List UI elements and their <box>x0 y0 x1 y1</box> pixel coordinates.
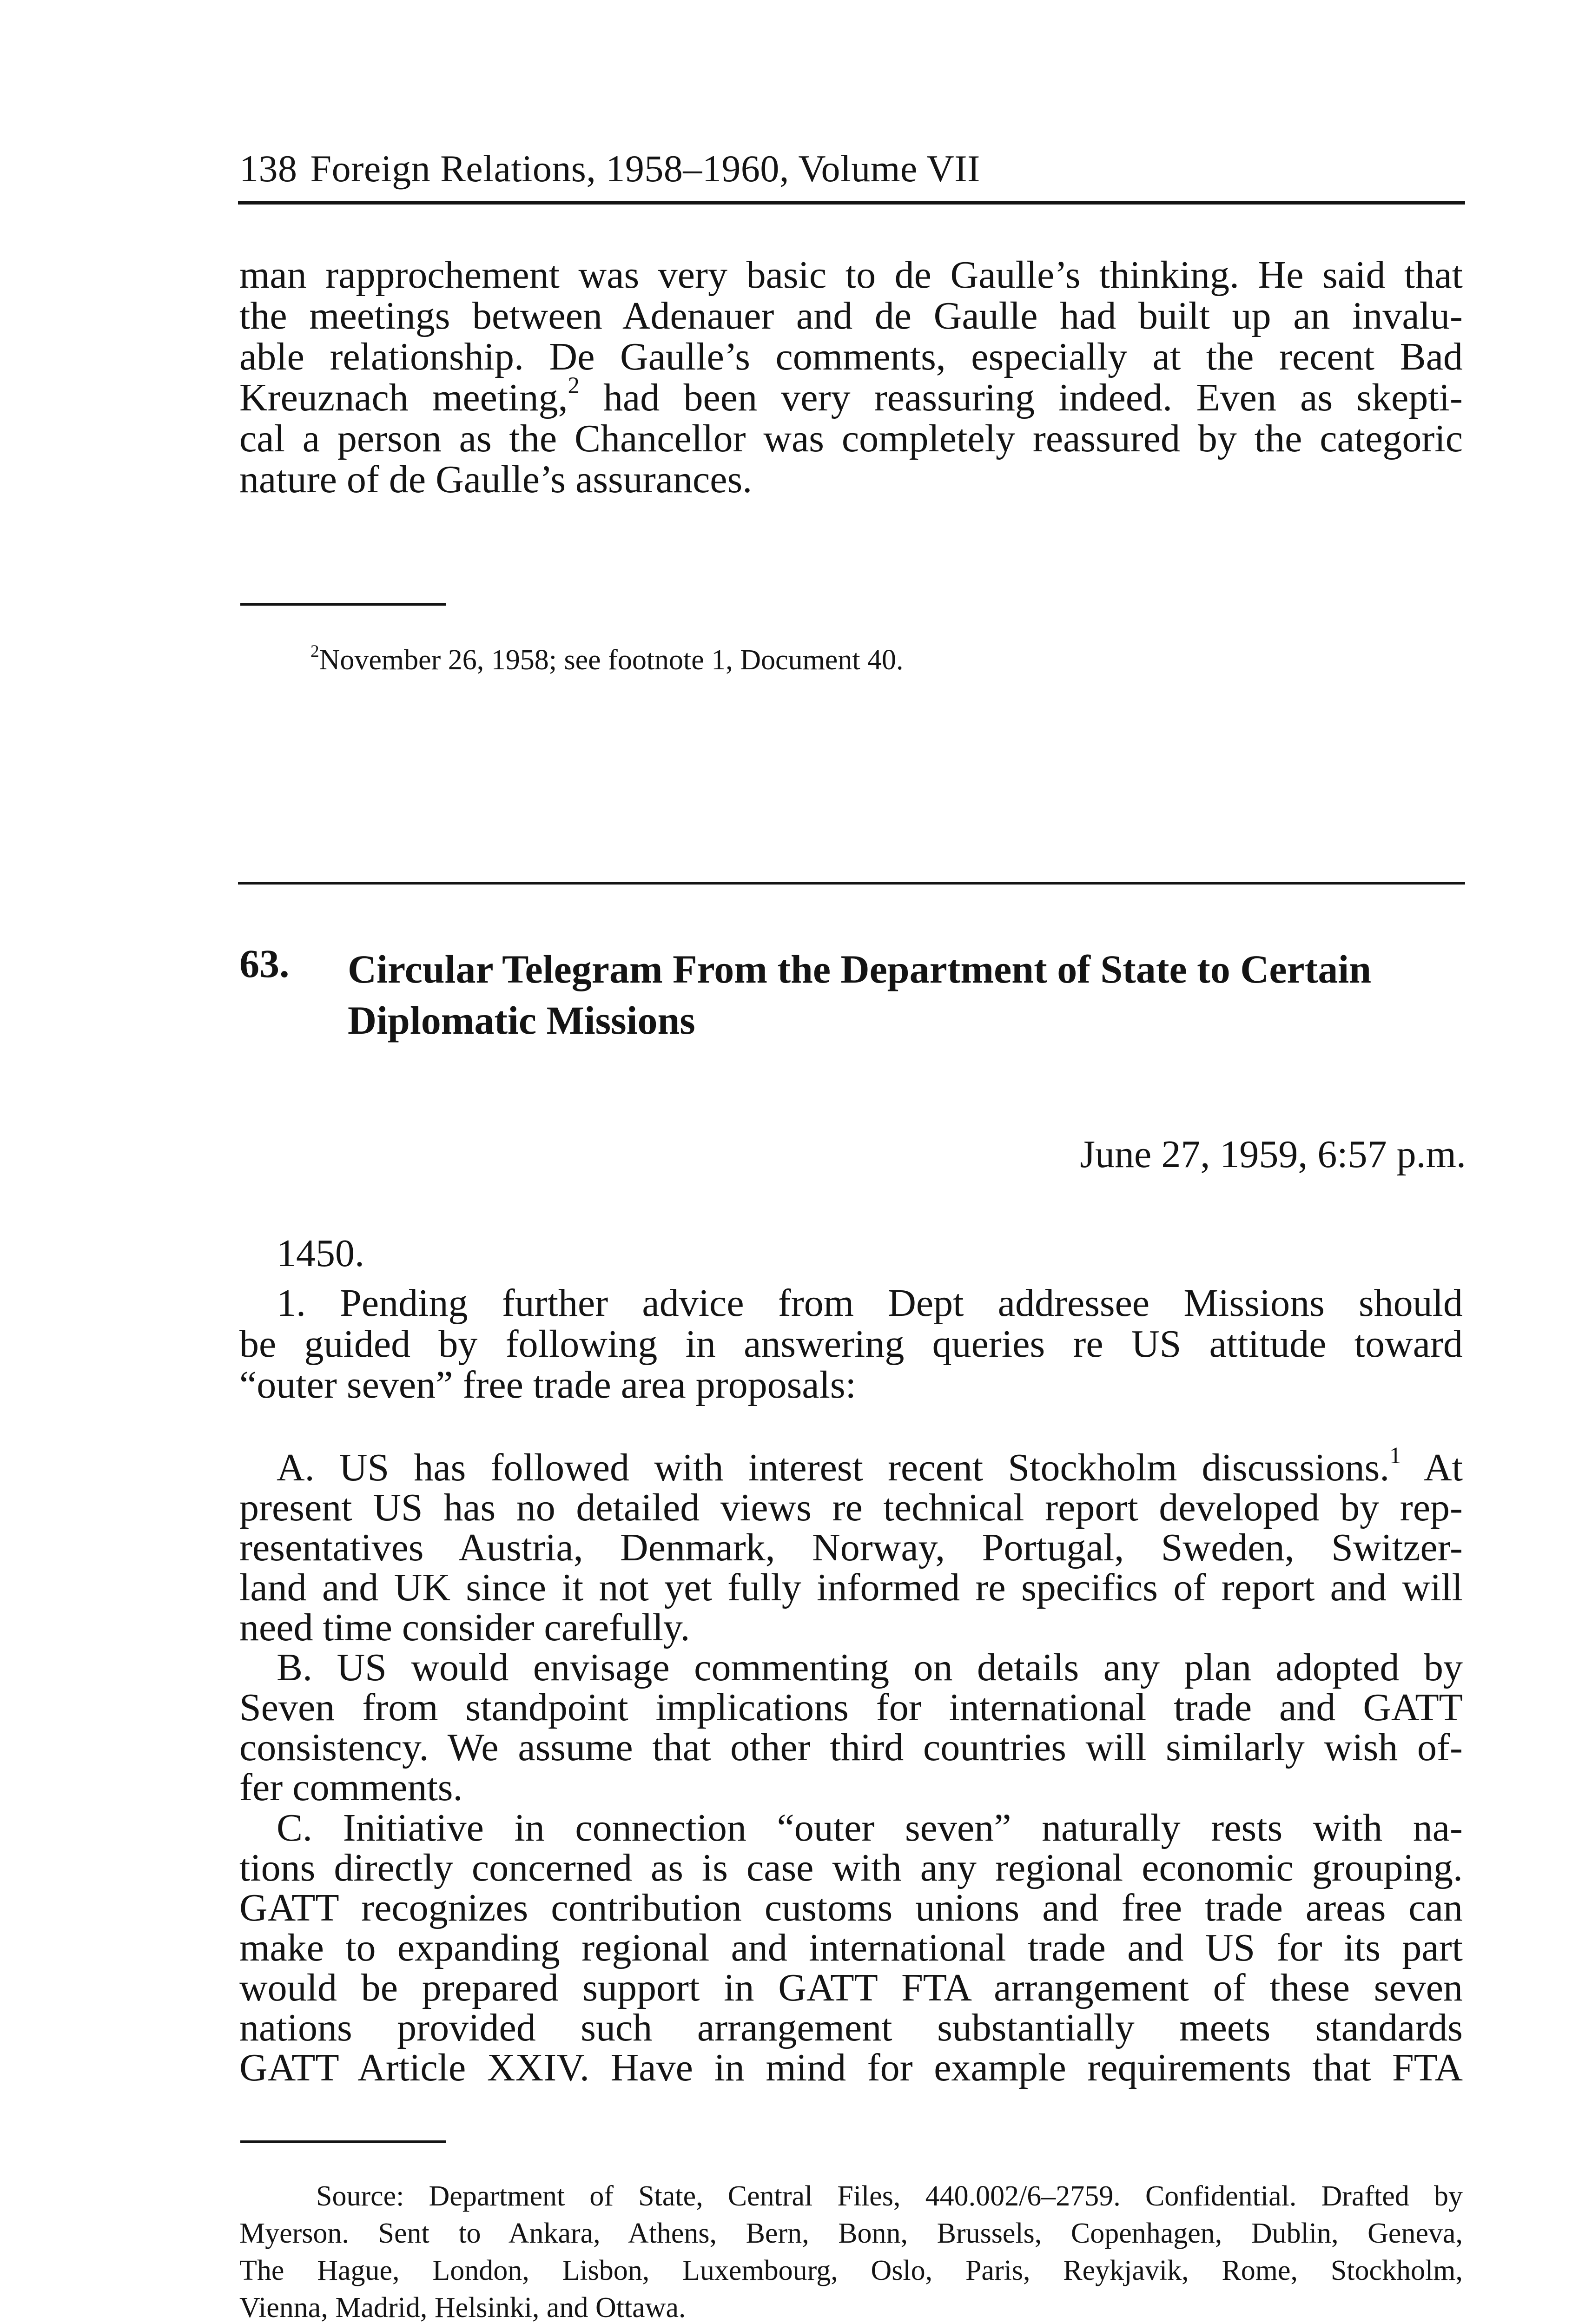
text-line: Seven from standpoint implications for international trade and GATT <box>239 1686 1463 1729</box>
volume-title: Foreign Relations, 1958–1960, Volume VII <box>310 147 980 190</box>
source-note <box>239 2178 1463 2324</box>
text-line: present US has no detailed views re technical report developed by rep- <box>239 1486 1463 1529</box>
text-line <box>239 1442 1463 1489</box>
footnote-2 <box>310 641 904 679</box>
text-line: nations provided such arrangement substantially meets standards <box>239 2006 1463 2049</box>
text-line: land and UK since it not yet fully informed re specifics of report and will <box>239 1566 1463 1609</box>
telegram-number: 1450. <box>277 1232 364 1275</box>
footnote-text: November 26, 1958; see footnote 1, Document 40. <box>319 644 904 676</box>
text-line: Source: Department of State, Central Files, 440.002/6–2759. Confidential. Drafted by <box>316 2180 1463 2212</box>
text-line: The Hague, London, Lisbon, Luxembourg, Oslo, Paris, Reykjavik, Rome, Stockholm, <box>239 2255 1463 2286</box>
paragraph-1 <box>239 1283 1463 1406</box>
document-number: 63. <box>239 941 290 986</box>
text-line: need time consider carefully. <box>239 1606 690 1649</box>
paragraph-c <box>239 1808 1463 2088</box>
text-line: GATT recognizes contribution customs unions and free trade areas can <box>239 1886 1463 1929</box>
paragraph-b <box>239 1648 1463 1808</box>
text-line: man rapprochement was very basic to de Gaulle’s thinking. He said that <box>239 253 1463 297</box>
text-fragment: Kreuznach meeting, <box>239 376 568 419</box>
footnote-marker: 2 <box>310 641 319 661</box>
title-line: Circular Telegram From the Department of State to Certain <box>348 947 1372 991</box>
text-line: 1. Pending further advice from Dept addressee Missions should <box>277 1281 1463 1325</box>
text-line: make to expanding regional and international trade and US for its part <box>239 1926 1463 1969</box>
continued-paragraph <box>239 255 1463 500</box>
document-title <box>348 944 1463 1046</box>
text-fragment: A. US has followed with interest recent Stockholm discussions. <box>277 1446 1390 1489</box>
text-line: able relationship. De Gaulle’s comments, especially at the recent Bad <box>239 335 1463 378</box>
text-fragment: At <box>1424 1446 1463 1489</box>
footnote-rule <box>240 603 446 606</box>
footnote-rule <box>240 2140 446 2143</box>
title-line: Diplomatic Missions <box>348 998 695 1043</box>
text-line: consistency. We assume that other third countries will similarly wish of- <box>239 1726 1463 1769</box>
section-divider <box>238 882 1465 885</box>
text-line: cal a person as the Chancellor was completely reassured by the categoric <box>239 417 1463 460</box>
footnote-ref: 1 <box>1389 1442 1401 1469</box>
text-fragment: had been very reassuring indeed. Even as skepti- <box>603 376 1463 419</box>
text-line: the meetings between Adenauer and de Gaulle had built up an invalu- <box>239 294 1463 337</box>
text-line: nature of de Gaulle’s assurances. <box>239 458 753 501</box>
dateline: June 27, 1959, 6:57 p.m. <box>1080 1133 1466 1176</box>
page-number: 138 <box>239 147 297 190</box>
footnote-ref: 2 <box>568 372 580 399</box>
text-line: be guided by following in answering queries re US attitude toward <box>239 1322 1463 1366</box>
text-line: “outer seven” free trade area proposals: <box>239 1363 856 1406</box>
text-line: C. Initiative in connection “outer seven” naturally rests with na- <box>277 1806 1463 1849</box>
text-line: resentatives Austria, Denmark, Norway, Portugal, Sweden, Switzer- <box>239 1526 1463 1569</box>
paragraph-a <box>239 1442 1463 1649</box>
text-line: fer comments. <box>239 1766 463 1809</box>
text-line: Myerson. Sent to Ankara, Athens, Bern, Bonn, Brussels, Copenhagen, Dublin, Geneva, <box>239 2218 1463 2249</box>
running-head <box>239 147 980 190</box>
text-line: B. US would envisage commenting on details any plan adopted by <box>277 1646 1463 1689</box>
text-line: would be prepared support in GATT FTA arrangement of these seven <box>239 1966 1463 2009</box>
text-line: tions directly concerned as is case with any regional economic grouping. <box>239 1846 1463 1889</box>
text-line: GATT Article XXIV. Have in mind for example requirements that FTA <box>239 2046 1463 2089</box>
text-line: Vienna, Madrid, Helsinki, and Ottawa. <box>239 2292 686 2324</box>
header-rule <box>238 201 1465 205</box>
text-line <box>239 372 1463 419</box>
